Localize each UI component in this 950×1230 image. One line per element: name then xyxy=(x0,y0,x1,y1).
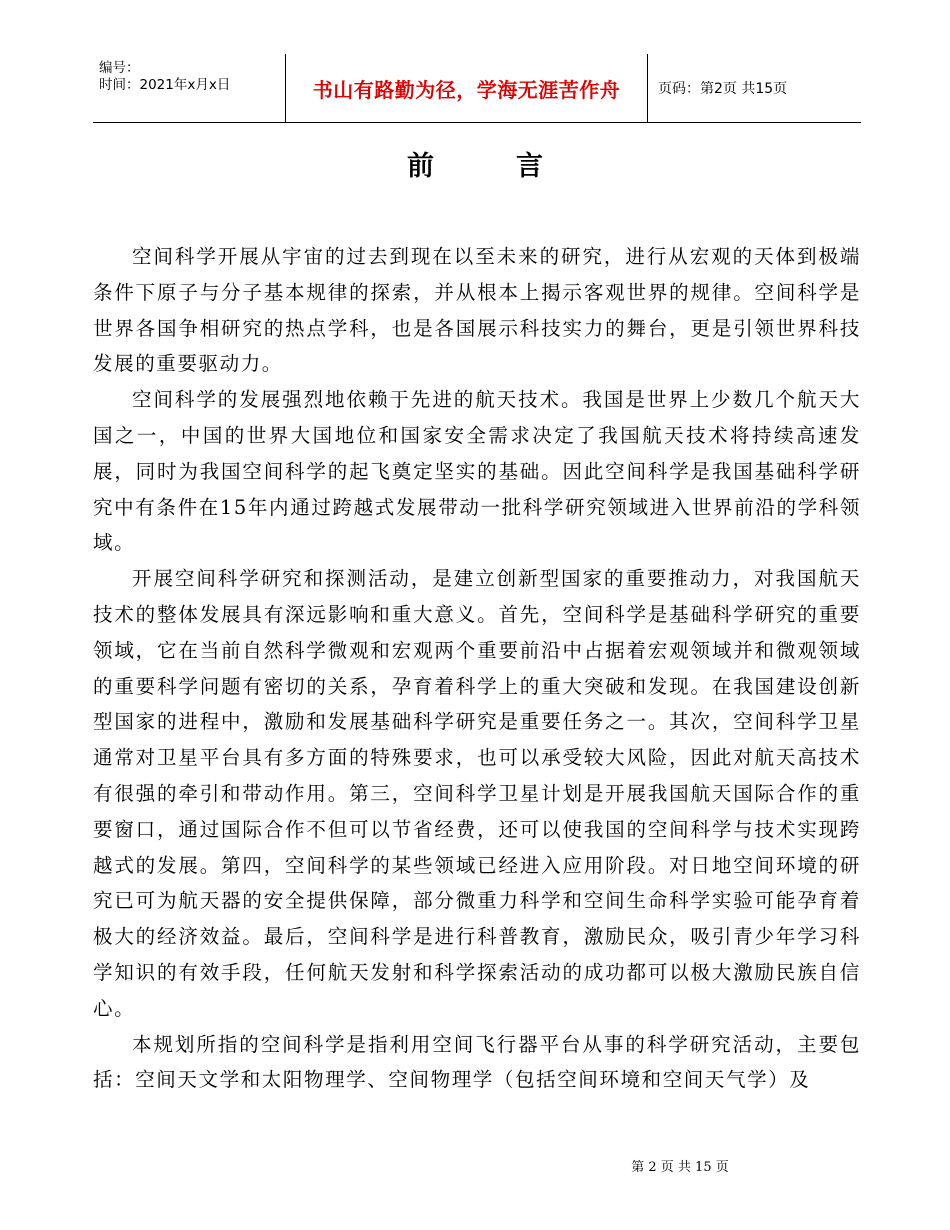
header-meta xyxy=(93,54,286,122)
page-header xyxy=(93,54,861,123)
paragraph: 本规划所指的空间科学是指利用空间飞行器平台从事的科学研究活动，主要包括：空间天文学和太阳物理学、空间物理学（包括空间环境和空间天气学）及 xyxy=(93,1032,861,1092)
paragraph: 开展空间科学研究和探测活动，是建立创新型国家的重要推动力，对我国航天技术的整体发展具有深远影响和重大意义。首先，空间科学是基础科学研究的重要领域，它在当前自然科学微观和宏观两个重要前沿中占据着宏观领域并和微观领域的重要科学问题有密切的关系，孕育着科学上的重大突破和发现。在我国建设创新型国家的进程中，激励和发展基础科学研究是重要任务之一。其次，空间科学卫星通常对卫星平台具有多方面的特殊要求，也可以承受较大风险，因此对航天高技术有很强的牵引和带动作用。第三，空间科学卫星计划是开展我国航天国际合作的重要窗口，通过国际合作不但可以节省经费，还可以使我国的空间科学与技术实现跨越式的发展。第四，空间科学的某些领域已经进入应用阶段。对日地空间环境的研究已可为航天器的安全提供保障，部分微重力科学和空间生命科学实验可能孕育着极大的经济效益。最后，空间科学是进行科普教育，激励民众，吸引青少年学习科学知识的有效手段，任何航天发射和科学探索活动的成功都可以极大激励民族自信心。 xyxy=(93,567,861,1020)
paragraph: 空间科学开展从宇宙的过去到现在以至未来的研究，进行从宏观的天体到极端条件下原子与分子基本规律的探索，并从根本上揭示客观世界的规律。空间科学是世界各国争相研究的热点学科，也是各国展示科技实力的舞台，更是引领世界科技发展的重要驱动力。 xyxy=(93,245,861,376)
body-text xyxy=(93,239,861,1098)
header-motto: 书山有路勤为径，学海无涯苦作舟 xyxy=(286,54,648,122)
time-label: 时间：2021年x月x日 xyxy=(99,77,231,93)
header-page-info: 页码：第2页 共15页 xyxy=(658,81,788,97)
page-title: 前言 xyxy=(407,151,625,182)
paragraph: 空间科学的发展强烈地依赖于先进的航天技术。我国是世界上少数几个航天大国之一，中国的世界大国地位和国家安全需求决定了我国航天技术将持续高速发展，同时为我国空间科学的起飞奠定坚实的基础。因此空间科学是我国基础科学研究中有条件在15年内通过跨越式发展带动一批科学研究领域进入世界前沿的学科领域。 xyxy=(93,388,861,555)
page-footer: 第 2 页 共 15 页 xyxy=(631,1160,729,1175)
code-label: 编号： xyxy=(99,60,140,76)
